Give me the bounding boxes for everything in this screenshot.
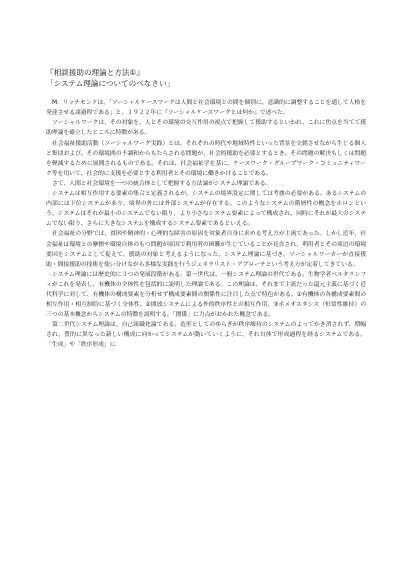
paragraph-4: さて、人間と社会環境を一つの統合体として把握する方法論がシステム理論である。 xyxy=(52,180,272,187)
paragraph-5: システムは相互作用する要素の集合と定義されるが、システムの境界設定に関しては考慮の必要がある。あるシステムの内部には下位システムがあり、境界の外には外部システムが存在する。このようなシステムの階層性の概念をホロンという。システムはそれが最小のシステムでない限り、より小さなシステム要素によって構成され、同時にそれが最大のシステムでない限り、さらに大きなシステムを構成するシステム要素であるといえる。 xyxy=(46,191,366,228)
paragraph-3: 社会福祉援助活動（ソーシャルワーク実践）とは、それぞれの時代や地域特性といった背景を交錯させながら生じる個人と集団および、その環境間の不調和からもたらされる問題が、社会的援助を必要とするとき、その問題の解決もしくは問題を軽減するために展開されるものである。それは、社会福祉学を基に、ケースワーク・グループワーク・コミュニティワーク等を用いて、社会的に支援を必要とする利用者とその環境に働きかけることである。 xyxy=(46,140,366,177)
paragraph-7: システム理論には歴史的に３つの発展段階がある。第一世代は、一般システム理論の世代である。生物学者ベルタランフィがこれを発表し、有機体の全体性を包括的に説明した理論である。この理論は、それまで主流だった還元主義に基づく近代科学に対して、有機体の構成要素を分析せず構成要素間の関係性に注目した点で特色がある。①有機体の各構成要素間の相互作用・相互制約に基づく全体性、②開放システムによる外的秩序性との相互作用、③ホメオスタシス（恒常性維持）の三つの基本概念からシステムの特徴を説明する。「関係」に力点がおかれた概念である。 xyxy=(46,271,366,319)
paragraph-8: 第二世代システム理論は、自己組織化論である。造形としてのゆらぎが秩序維持のシステムのよってかき消されず、増幅され、質的に異なった新しい構成に向かってシステムが動いていくように、それ自体で形成過程を経るシステムである。「生成」や「秩序形成」に xyxy=(46,322,366,349)
paragraph-6: 社会福祉の分野では、貧困や精神的・心理的な障害の原因を対象者自身に求める考え方が主流であった。しかし近年、社会福祉は環境との摩擦や環境自体のもつ問題が原因で利用者の困難が生じていることが見直され、利用者とその周辺の環境要因をシステムとして捉えて、援助の対象と考えるようになった。システム理論に基づき、ソーシャルワーカーが直接援助・間接援助の技術を使い分けながら多様な実践を行うジェネラリスト・アプローチという考え方が定着してきている。 xyxy=(46,231,366,268)
paragraph-2: ソーシャルワークは、その対象を、人とその環境の交互作用の視点で把握して援助するといわれ、これに焦点を当てて援助理論を確立したところに特徴がある。 xyxy=(46,120,366,137)
document-title: 『相談援助の理論と方法①』 xyxy=(46,68,144,77)
document-subtitle: 「システム理論についてのべなさい」 xyxy=(46,78,175,88)
paragraph-1: M．リッチモンドは、「ソーシャルケースワークは人間と社会環境との間を個別に、意識的に調整することを通して人格を発達させる諸過程である」と、１９２２年に『ソーシャルケースワークとは何か』で述べた。 xyxy=(46,100,366,117)
document-page xyxy=(46,68,366,351)
